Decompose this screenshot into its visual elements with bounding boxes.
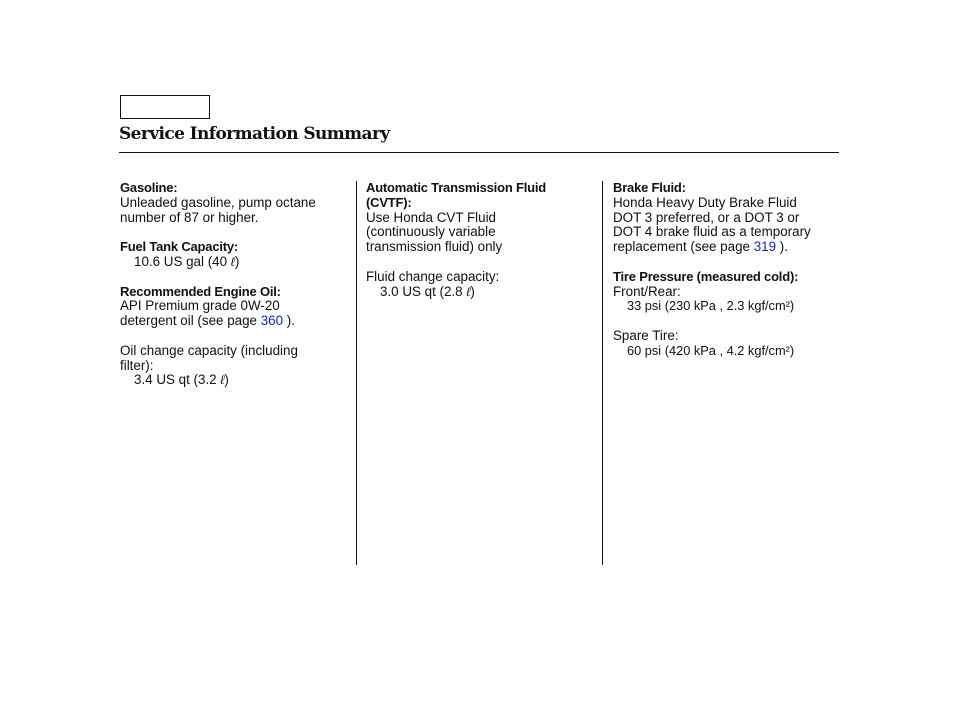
oil-capacity-section: [120, 344, 350, 388]
atf-heading-1: Automatic Transmission Fluid: [366, 180, 547, 195]
page-link-319[interactable]: 319: [753, 239, 777, 255]
tire-pressure-heading: Tire Pressure (measured cold):: [613, 268, 799, 284]
brake-fluid-ref-text: replacement (see page: [613, 239, 754, 255]
page-title: Service Information Summary: [119, 124, 390, 144]
liter-icon: ℓ: [466, 284, 471, 299]
navigation-box[interactable]: [120, 95, 210, 119]
atf-text-2: (continuously variable: [366, 224, 496, 240]
oil-capacity-amount: 3.4 US qt (3.2: [134, 372, 221, 388]
fuel-tank-amount: 10.6 US gal (40: [134, 253, 231, 269]
oil-capacity-close: ): [224, 372, 229, 388]
column-divider-1: [356, 181, 357, 565]
atf-heading-2: (CVTF):: [366, 194, 412, 210]
gasoline-section: [120, 181, 350, 225]
engine-oil-heading: Recommended Engine Oil:: [120, 283, 281, 299]
front-rear-value: 33 psi (230 kPa , 2.3 kgf/cm²): [627, 298, 795, 314]
fuel-tank-value: [120, 255, 350, 270]
spare-tire-value: 60 psi (420 kPa , 4.2 kgf/cm²): [627, 342, 795, 358]
engine-oil-ref-close: ).: [283, 313, 295, 329]
gasoline-text-1: Unleaded gasoline, pump octane: [120, 194, 316, 210]
page-link-360[interactable]: 360: [260, 313, 284, 329]
engine-oil-section: [120, 285, 350, 329]
atf-capacity-label: Fluid change capacity:: [366, 268, 500, 284]
brake-fluid-text-1: Honda Heavy Duty Brake Fluid: [613, 194, 797, 210]
engine-oil-ref-text: detergent oil (see page: [120, 313, 261, 329]
column-3: [613, 181, 843, 373]
front-rear-label: Front/Rear:: [613, 283, 681, 299]
brake-fluid-text-3: DOT 4 brake fluid as a temporary: [613, 224, 811, 240]
column-2: [366, 181, 596, 314]
gasoline-text-2: number of 87 or higher.: [120, 209, 259, 225]
column-divider-2: [602, 181, 603, 565]
brake-fluid-ref-close: ).: [776, 239, 788, 255]
fuel-tank-heading: Fuel Tank Capacity:: [120, 239, 239, 255]
liter-icon: ℓ: [220, 373, 225, 388]
atf-capacity-close: ): [470, 283, 475, 299]
atf-capacity-amount: 3.0 US qt (2.8: [380, 283, 467, 299]
oil-capacity-label-2: filter):: [120, 357, 154, 373]
brake-fluid-text-2: DOT 3 preferred, or a DOT 3 or: [613, 209, 800, 225]
brake-fluid-text-4: [613, 240, 843, 255]
oil-capacity-value: [120, 373, 350, 388]
brake-fluid-section: [613, 181, 843, 255]
atf-text-1: Use Honda CVT Fluid: [366, 209, 496, 225]
column-1: [120, 181, 350, 403]
tire-pressure-section: [613, 270, 843, 314]
fuel-tank-close: ): [234, 253, 240, 269]
gasoline-heading: Gasoline:: [120, 180, 178, 195]
spare-tire-section: [613, 329, 843, 359]
fuel-tank-section: [120, 240, 350, 270]
brake-fluid-heading: Brake Fluid:: [613, 180, 686, 195]
atf-text-3: transmission fluid) only: [366, 239, 503, 255]
oil-capacity-label-1: Oil change capacity (including: [120, 342, 298, 358]
atf-capacity-section: [366, 270, 596, 300]
engine-oil-text-1: API Premium grade 0W-20: [120, 298, 280, 314]
atf-capacity-value: [366, 285, 596, 300]
liter-icon: ℓ: [230, 254, 235, 269]
atf-section: [366, 181, 596, 255]
title-divider: [119, 152, 839, 153]
spare-tire-label: Spare Tire:: [613, 327, 679, 343]
engine-oil-text-2: [120, 314, 350, 329]
